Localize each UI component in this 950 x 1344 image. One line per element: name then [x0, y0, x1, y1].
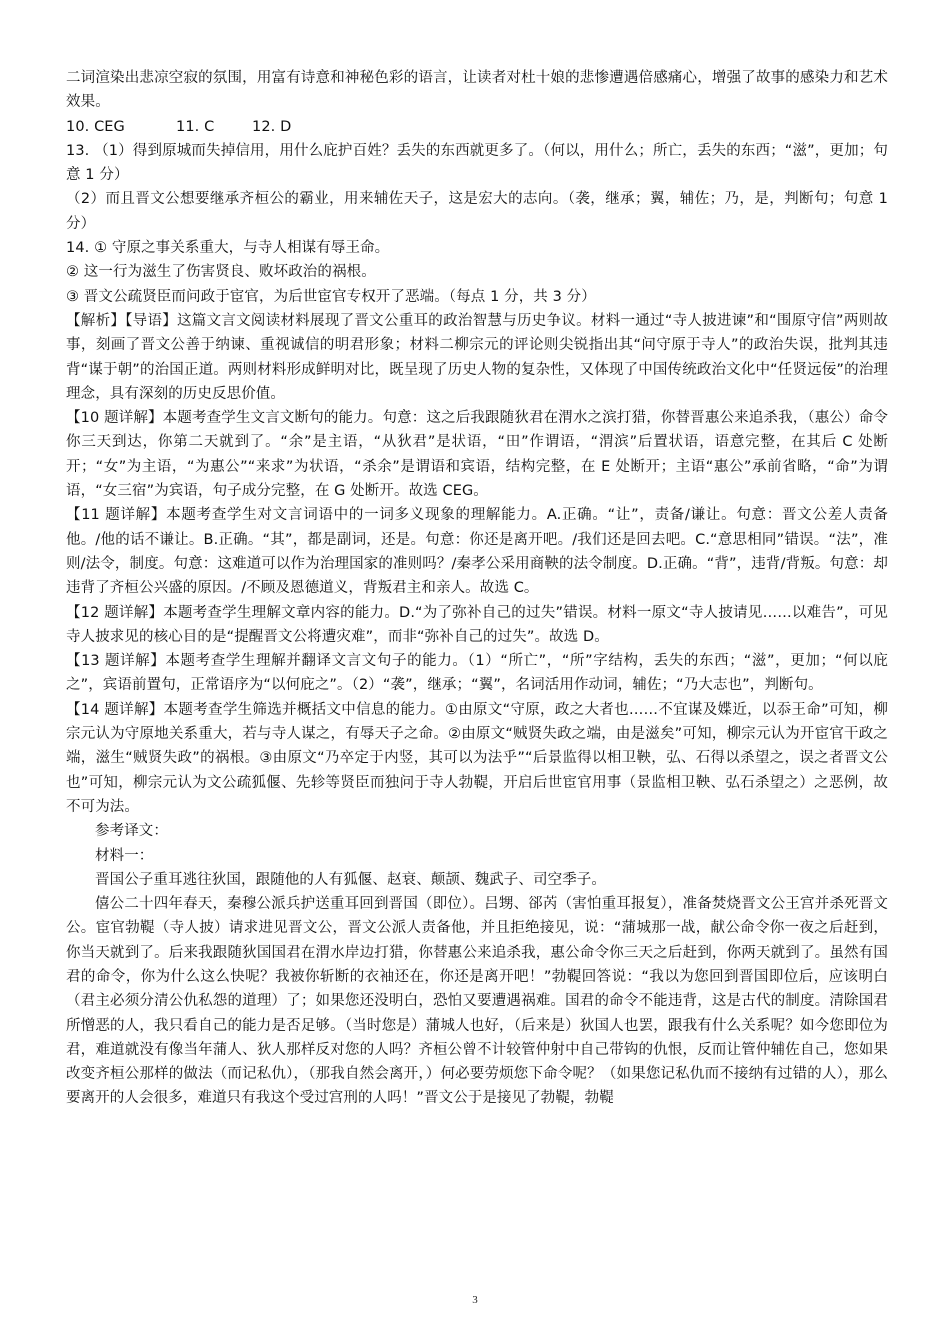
analysis-q10: 【10 题详解】本题考查学生文言文断句的能力。句意：这之后我跟随狄君在渭水之滨打猎，你替晋惠公来追杀我，（惠公）命令你三天到达，你第二天就到了。“余”是主语，“从狄君”是状语，“田”作谓语，“渭滨”后置状语，语意完整，在其后 C 处断开；“女”为主语，“为惠公”“来求”为状语，“杀余”是谓语和宾语，结构完整，在 E 处断开；主语“惠公”承前省略，“命”为谓语，“女三宿”为宾语，句子成分完整，在 G 处断开。故选 CEG。: [66, 410, 888, 500]
analysis-intro: 【解析】【导语】这篇文言文阅读材料展现了晋文公重耳的政治智慧与历史争议。材料一通过“寺人披进谏”和“围原守信”两则故事，刻画了晋文公善于纳谏、重视诚信的明君形象；材料二柳宗元的评论则尖锐指出其“问守原于寺人”的政治失误，批判其违背“谋于朝”的治国正道。两则材料形成鲜明对比，既呈现了历史人物的复杂性，又体现了中国传统政治文化中“任贤远佞”的治理理念，具有深刻的历史反思价值。: [66, 312, 888, 402]
answer-11: 11. C: [176, 118, 215, 135]
analysis-q12: 【12 题详解】本题考查学生理解文章内容的能力。D.“为了弥补自己的过失”错误。材料一原文“寺人披请见……以难告”，可见寺人披求见的核心目的是“提醒晋文公将遭灾难”，而非“弥补自己的过失”。故选 D。: [66, 604, 888, 645]
answer-13-part2: （2）而且晋文公想要继承齐桓公的霸业，用来辅佐天子，这是宏大的志向。（袭，继承；翼，辅佐；乃，是，判断句；句意 1 分）: [66, 191, 888, 232]
answer-13-part1: 13. （1）得到原城而失掉信用，用什么庇护百姓？丢失的东西就更多了。（何以，用什么；所亡，丢失的东西；“滋”，更加；句意 1 分）: [66, 142, 888, 184]
answer-row-10-12: [66, 115, 888, 139]
answer-14-point2: ② 这一行为滋生了伤害贤良、败坏政治的祸根。: [66, 264, 376, 281]
analysis-q11: 【11 题详解】本题考查学生对文言词语中的一词多义现象的理解能力。A.正确。“让”，责备/谦让。句意：晋文公差人责备他。/他的话不谦让。B.正确。“其”，都是副词，还是。句意：你还是离开吧。/我们还是回去吧。C.“意思相同”错误。“法”，准则/法令，制度。句意：这难道可以作为治理国家的准则吗？/秦孝公采用商鞅的法令制度。D.正确。“背”，违背/背叛。句意：却违背了齐桓公兴盛的原因。/不顾及恩德道义，背叛君主和亲人。故选 C。: [66, 507, 888, 597]
analysis-q13: 【13 题详解】本题考查学生理解并翻译文言文句子的能力。（1）“所亡”，“所”字结构，丢失的东西；“滋”，更加；“何以庇之”，宾语前置句，正常语序为“以何庇之”。（2）“袭”，继承；“翼”，名词活用作动词，辅佐；“乃大志也”，判断句。: [66, 653, 888, 694]
translation-heading: 参考译文：: [95, 823, 168, 840]
translation-paragraph-1: 晋国公子重耳逃往狄国，跟随他的人有狐偃、赵衰、颠颉、魏武子、司空季子。: [95, 871, 606, 888]
answer-10: 10. CEG: [66, 118, 125, 135]
translation-paragraph-2: 僖公二十四年春天，秦穆公派兵护送重耳回到晋国（即位）。吕甥、郤芮（害怕重耳报复），准备焚烧晋文公王宫并杀死晋文公。宦官勃鞮（寺人披）请求进见晋文公，晋文公派人责备他，并且拒绝接见，说：“蒲城那一战，献公命令你一夜之后赶到，你当天就到了。后来我跟随狄国国君在渭水岸边打猎，你替惠公来追杀我，惠公命令你三天之后赶到，你两天就到了。虽然有国君的命令，你为什么这么快呢？我被你斩断的衣袖还在，你还是离开吧！”勃鞮回答说：“我以为您回到晋国即位后，应该明白（君主必须分清公仇私怨的道理）了；如果您还没明白，恐怕又要遭遇祸难。国君的命令不能违背，这是古代的制度。清除国君所憎恶的人，我只看自己的能力是否足够。（当时您是）蒲城人也好，（后来是）狄国人也罢，跟我有什么关系呢？如今您即位为君，难道就没有像当年蒲人、狄人那样反对您的人吗？齐桓公曾不计较管仲射中自己带钩的仇恨，反而让管仲辅佐自己，您如果改变齐桓公那样的做法（而记私仇），（那我自然会离开，）何必要劳烦您下命令呢？（如果您记私仇而不接纳有过错的人），那么要离开的人会很多，难道只有我这个受过宫刑的人吗！”晋文公于是接见了勃鞮，勃鞮: [66, 896, 888, 1107]
page-content: [66, 66, 888, 1111]
page-number: 3: [472, 1294, 478, 1306]
answer-14-point1: 14. ① 守原之事关系重大，与寺人相谋有辱王命。: [66, 240, 390, 257]
answer-12: 12. D: [252, 118, 292, 135]
material1-label: 材料一：: [95, 847, 154, 864]
analysis-q14: 【14 题详解】本题考查学生筛选并概括文中信息的能力。①由原文“守原，政之大者也……不宜谋及媟近，以忝王命”可知，柳宗元认为守原地关系重大，若与寺人谋之，有辱天子之命。②由原文“贼贤失政之端，由是滋矣”可知，柳宗元认为开宦官干政之端，滋生“贼贤失政”的祸根。③由原文“乃卒定于内竖，其可以为法乎”“后景监得以相卫鞅，弘、石得以杀望之，误之者晋文公也”可知，柳宗元认为文公疏狐偃、先轸等贤臣而独问于寺人勃鞮，开启后世宦官用事（景监相卫鞅、弘石杀望之）之恶例，故不可为法。: [66, 701, 888, 815]
answer-14-point3: ③ 晋文公疏贤臣而问政于宦官，为后世宦官专权开了恶端。（每点 1 分，共 3 分）: [66, 288, 596, 305]
intro-paragraph: 二词渲染出悲凉空寂的氛围，用富有诗意和神秘色彩的语言，让读者对杜十娘的悲惨遭遇倍感痛心，增强了故事的感染力和艺术效果。: [66, 70, 888, 111]
